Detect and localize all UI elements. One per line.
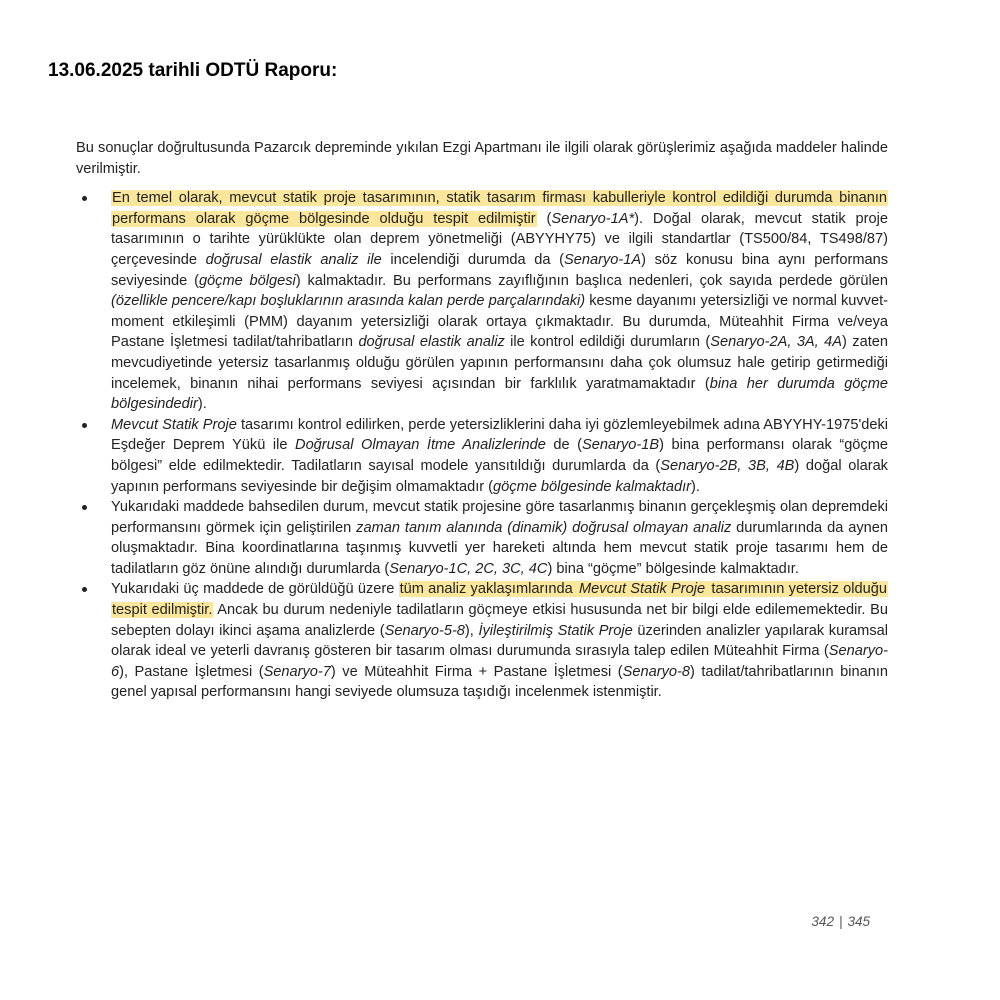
italic-text: doğrusal elastik analiz ile (205, 251, 382, 268)
bullet-dot-icon (82, 505, 87, 510)
page-heading: 13.06.2025 tarihli ODTÜ Raporu: (48, 60, 338, 81)
text-run: Yukarıdaki maddede bahsedilen durum, mevcut statik projesine göre tasarlanmış binanın gerçekleşmiş olan depremdeki performansını görmek için geliştirilen (111, 499, 888, 536)
text-run: kesme dayanımı yetersizliği ve normal kuvvet-moment etkileşimli (PMM) dayanım yetersizliği olarak ortaya çıkmaktadır. Bu durumda, Müteahhit Firma ve/veya Pastane İşletmesi tadilat/tahribatların (111, 293, 888, 351)
text-run: üzerinden analizler yapılarak kuramsal olarak ideal ve yeterli davranış gösteren bir tasarım olması durumunda sırasıyla talep edilen Müteahhit Firma ( (111, 622, 888, 660)
italic-text: (özellikle pencere/kapı boşluklarının arasında kalan perde parçalarındaki) (111, 293, 586, 310)
text-run: incelendiği durumda da ( (381, 251, 565, 268)
highlighted-text: tüm analiz yaklaşımlarında (399, 581, 578, 598)
bullet-item (76, 579, 888, 703)
text-run: ), Pastane İşletmesi ( (119, 663, 264, 680)
page-number-total: 345 (847, 914, 870, 929)
text-run: ) söz konusu bina aynı performans seviyesinde ( (111, 251, 889, 289)
text-run: ). (690, 478, 700, 495)
italic-text: Doğrusal Olmayan İtme Analizlerinde (295, 437, 546, 454)
text-run: ) tadilat/tahribatlarının binanın genel yapısal performansını hangi seviyede olumsuza taşıdığı incelenmek istenmiştir. (111, 663, 888, 701)
bullet-item (76, 188, 888, 415)
text-run: Yukarıdaki üç maddede de görüldüğü üzere (111, 581, 399, 598)
italic-text: Senaryo-1B (582, 437, 660, 454)
text-run: ) ve Müteahhit Firma + Pastane İşletmesi ( (330, 663, 623, 680)
italic-text: Senaryo-1C, 2C, 3C, 4C (389, 560, 548, 577)
text-run: ) kalmaktadır. Bu performans zayıflığının başlıca nedenleri, çok sayıda perdede görülen (295, 272, 889, 289)
highlighted-text: Mevcut Statik Proje (579, 581, 706, 598)
intro-paragraph: Bu sonuçlar doğrultusunda Pazarcık depreminde yıkılan Ezgi Apartmanı ile ilgili olarak görüşlerimiz aşağıda maddeler halinde verilmiştir. (76, 140, 888, 177)
italic-text: Senaryo-5-8 (384, 622, 465, 639)
bullet-dot-icon (82, 587, 87, 592)
text-run: de ( (545, 437, 583, 454)
italic-text: zaman tanım alanında (dinamik) doğrusal olmayan analiz (356, 519, 732, 536)
text-run: ile kontrol edildiği durumların ( (504, 334, 711, 351)
italic-text: Senaryo-2A, 3A, 4A (710, 334, 842, 351)
bullet-list (76, 188, 888, 703)
bullet-dot-icon (82, 196, 87, 201)
text-run: ), (464, 622, 479, 639)
text-run: ). (197, 396, 207, 413)
italic-text: bina her durumda göçme bölgesindedir (111, 375, 888, 413)
text-run: ) doğal olarak yapının performans seviyesinde bir değişim olmamaktadır ( (111, 457, 888, 495)
italic-text: Senaryo-1A* (551, 210, 635, 227)
highlighted-text: En temel olarak, mevcut statik proje tasarımının, statik tasarım firması kabulleriyle kontrol edildiği durumda binanın performans olarak göçme bölgesinde olduğu tespit edilmiştir (112, 190, 887, 227)
text-run: Ancak bu durum nedeniyle tadilatların göçmeye etkisi hususunda net bir bilgi elde edilememektedir. Bu sebepten dolayı ikinci aşama analizlerde ( (111, 602, 888, 639)
italic-text: Senaryo-8 (622, 663, 690, 680)
bullet-dot-icon (82, 423, 87, 428)
text-run: ) bina performansı olarak “göçme bölgesi” elde edilmektedir. Tadilatların sayısal modele yansıtıldığı durumlarda da ( (111, 437, 888, 474)
italic-text: Senaryo-6 (111, 643, 888, 680)
text-run: ) bina “göçme” bölgesinde kalmaktadır. (547, 560, 799, 577)
italic-text: göçme bölgesinde kalmaktadır (493, 478, 691, 495)
italic-text: Senaryo-7 (263, 663, 331, 680)
text-run: ( (536, 210, 552, 227)
italic-text: Senaryo-1A (564, 251, 642, 268)
highlighted-text: tasarımının yetersiz olduğu tespit edilmiştir. (112, 581, 888, 619)
page-number-current: 342 (811, 914, 834, 929)
bullet-item (76, 415, 888, 497)
bullet-item (76, 497, 888, 579)
italic-text: İyileştirilmiş Statik Proje (478, 622, 633, 639)
page-number-separator: | (838, 914, 843, 929)
text-run: tasarımı kontrol edilirken, perde yetersizliklerini daha iyi gözlemleyebilmek adına ABYYHY-1975'deki Eşdeğer Deprem Yükü ile (111, 416, 888, 454)
italic-text: Mevcut Statik Proje (111, 416, 237, 433)
report-excerpt (76, 138, 888, 703)
italic-text: doğrusal elastik analiz (358, 334, 505, 351)
italic-text: göçme bölgesi (198, 272, 296, 289)
italic-text: Senaryo-2B, 3B, 4B (660, 457, 795, 474)
text-run: ) zaten mevcudiyetinde yetersiz tasarlanmış olduğu görülen yapının performansını daha çok olumsuz hale getirip getirmediği incelemek, binanın nihai performans seviyesi açısından bir farklılık yaratmamaktadır ( (111, 334, 888, 392)
page-number (811, 914, 870, 929)
text-run: durumlarında da aynen oluşmaktadır. Bina koordinatlarına taşınmış kuvvetli yer hareketi altında hem mevcut statik proje tasarımı hem de tadilatların göz önüne alındığı durumlarda ( (111, 519, 889, 577)
text-run: ). Doğal olarak, mevcut statik proje tasarımının o tarihte yürüklükte olan deprem yönetmeliği (ABYYHY75) ve ilgili standartlar (TS500/84, TS498/87) çerçevesinde (111, 210, 889, 268)
